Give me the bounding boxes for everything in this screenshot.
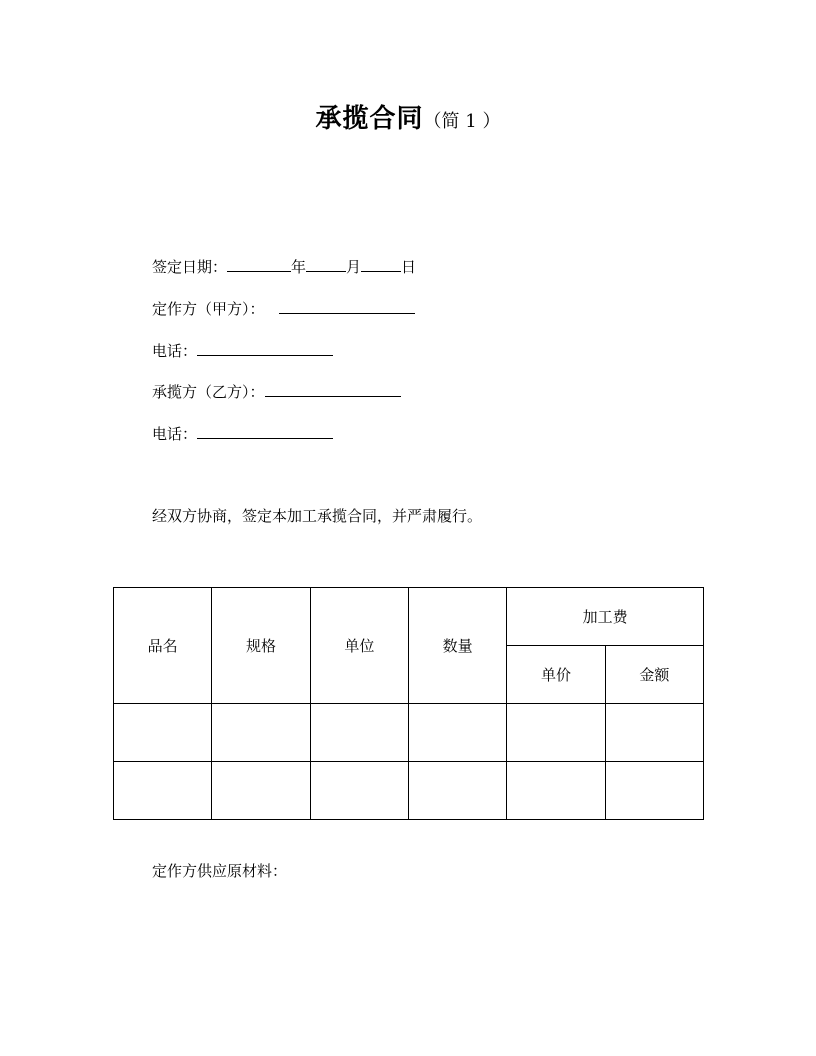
header-specification: 规格 (212, 588, 310, 704)
month-blank[interactable] (306, 256, 346, 272)
table-cell[interactable] (507, 762, 605, 820)
day-label: 日 (401, 258, 417, 276)
year-label: 年 (291, 258, 307, 276)
month-label: 月 (346, 258, 362, 276)
table-cell[interactable] (310, 762, 408, 820)
table-cell[interactable] (408, 762, 506, 820)
party-a-line (152, 298, 415, 319)
header-unit: 单位 (310, 588, 408, 704)
party-b-blank[interactable] (265, 381, 401, 397)
header-product-name: 品名 (114, 588, 212, 704)
sign-date-label: 签定日期： (152, 258, 228, 276)
title-subtitle: （简 1 ） (423, 111, 501, 132)
header-unit-price: 单价 (507, 646, 605, 704)
agreement-paragraph: 经双方协商，签定本加工承揽合同，并严肃履行。 (152, 507, 483, 525)
party-a-label: 定作方（甲方）： (152, 300, 265, 318)
title-main: 承揽合同 (315, 104, 424, 134)
party-b-phone-line (152, 423, 333, 444)
table-cell[interactable] (310, 704, 408, 762)
party-b-label: 承揽方（乙方）： (152, 383, 265, 401)
year-blank[interactable] (227, 256, 291, 272)
table-cell[interactable] (507, 704, 605, 762)
table-cell[interactable] (212, 704, 310, 762)
table-row (114, 704, 704, 762)
table-cell[interactable] (605, 762, 703, 820)
sign-date-line (152, 256, 416, 277)
table-cell[interactable] (605, 704, 703, 762)
processing-items-table (113, 587, 704, 820)
party-a-phone-blank[interactable] (197, 340, 333, 356)
table-cell[interactable] (114, 704, 212, 762)
document-title (0, 98, 816, 135)
table-cell[interactable] (212, 762, 310, 820)
table-row (114, 762, 704, 820)
day-blank[interactable] (361, 256, 401, 272)
party-b-phone-label: 电话： (152, 425, 198, 443)
party-b-line (152, 381, 401, 402)
materials-supplied-label: 定作方供应原材料： (152, 862, 288, 880)
party-a-phone-label: 电话： (152, 342, 198, 360)
party-b-phone-blank[interactable] (197, 423, 333, 439)
party-a-blank[interactable] (279, 298, 415, 314)
header-processing-fee: 加工费 (507, 588, 704, 646)
table-header-row (114, 588, 704, 646)
table-cell[interactable] (408, 704, 506, 762)
party-a-phone-line (152, 340, 333, 361)
header-amount: 金额 (605, 646, 703, 704)
header-quantity: 数量 (408, 588, 506, 704)
table-cell[interactable] (114, 762, 212, 820)
